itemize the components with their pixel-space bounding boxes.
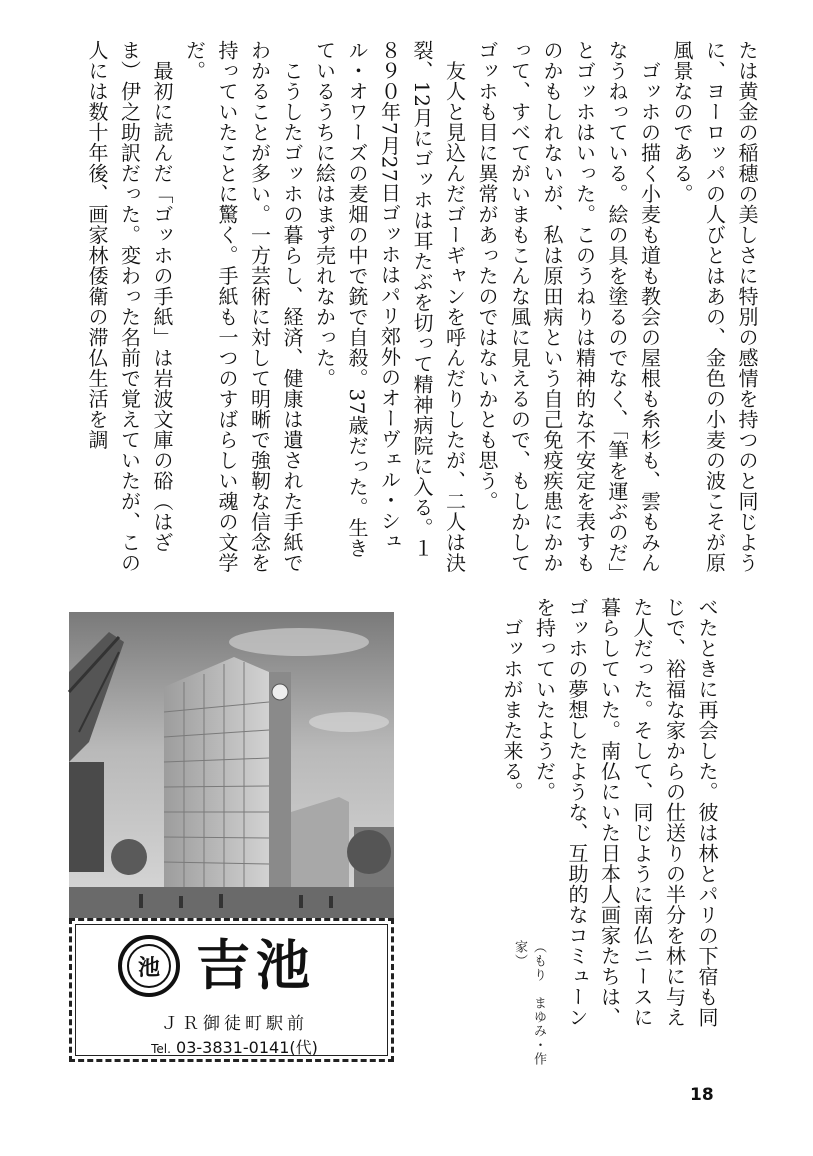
store-logo bbox=[118, 935, 180, 997]
phone-number: 03-3831-0141(代) bbox=[176, 1038, 318, 1057]
advertisement bbox=[69, 612, 394, 1062]
page-number: 18 bbox=[690, 1085, 714, 1105]
article-body-bottom: べたときに再会した。彼は林とパリの下宿も同じで、裕福な家からの仕送りの半分を林に与えた人だった。そして、同じように南仏ニースに暮らしていた。南仏にいた日本人画家たちは、ゴッホの夢想したような、互助的なコミューンを持っていたようだ。 ゴッホがまた来る。 bbox=[500, 597, 719, 1028]
store-name: 吉池 bbox=[196, 934, 316, 997]
store-sign bbox=[69, 918, 394, 1062]
author-signature: （もり まゆみ・作家） bbox=[512, 940, 546, 1066]
store-logo-mark: 池 bbox=[127, 944, 171, 988]
phone-label: Tel. bbox=[151, 1042, 171, 1056]
article-body-top: たは黄金の稲穂の美しさに特別の感情を持つのと同じように、ヨーロッパの人びとはあの、金色の小麦の波こそが原風景なのである。 ゴッホの描く小麦も道も教会の屋根も糸杉も、雲もみんなうねっている。絵の具を塗るのでなく、「筆を運ぶのだ」とゴッホはいった。このうねりは精神的な不安定を表すものかもしれないが、私は原田病という自己免疫疾患にかかって、すべてがいまもこんな風に見えるので、もしかしてゴッホも目に異常があったのではないかとも思う。 友人と見込んだゴーギャンを呼んだりしたが、二人は決裂、12月にゴッホは耳たぶを切って精神病院に入る。１８９０年7月27日ゴッホはパリ郊外のオーヴェル・シュル・オワーズの麦畑の中で銃で自殺。37歳だった。生きているうちに絵はまず売れなかった。 こうしたゴッホの暮らし、経済、健康は遺された手紙でわかることが多い。一方芸術に対して明晰で強靭な信念を持っていたことに驚く。手紙も一つのすばらしい魂の文学だ。 最初に読んだ「ゴッホの手紙」は岩波文庫の硲（はざま）伊之助訳だった。変わった名前で覚えていたが、この人には数十年後、画家林倭衛の滞仏生活を調 bbox=[85, 40, 759, 574]
store-phone bbox=[72, 1035, 397, 1058]
store-location: ＪＲ御徒町駅前 bbox=[161, 1014, 308, 1034]
building-photo bbox=[69, 612, 394, 918]
